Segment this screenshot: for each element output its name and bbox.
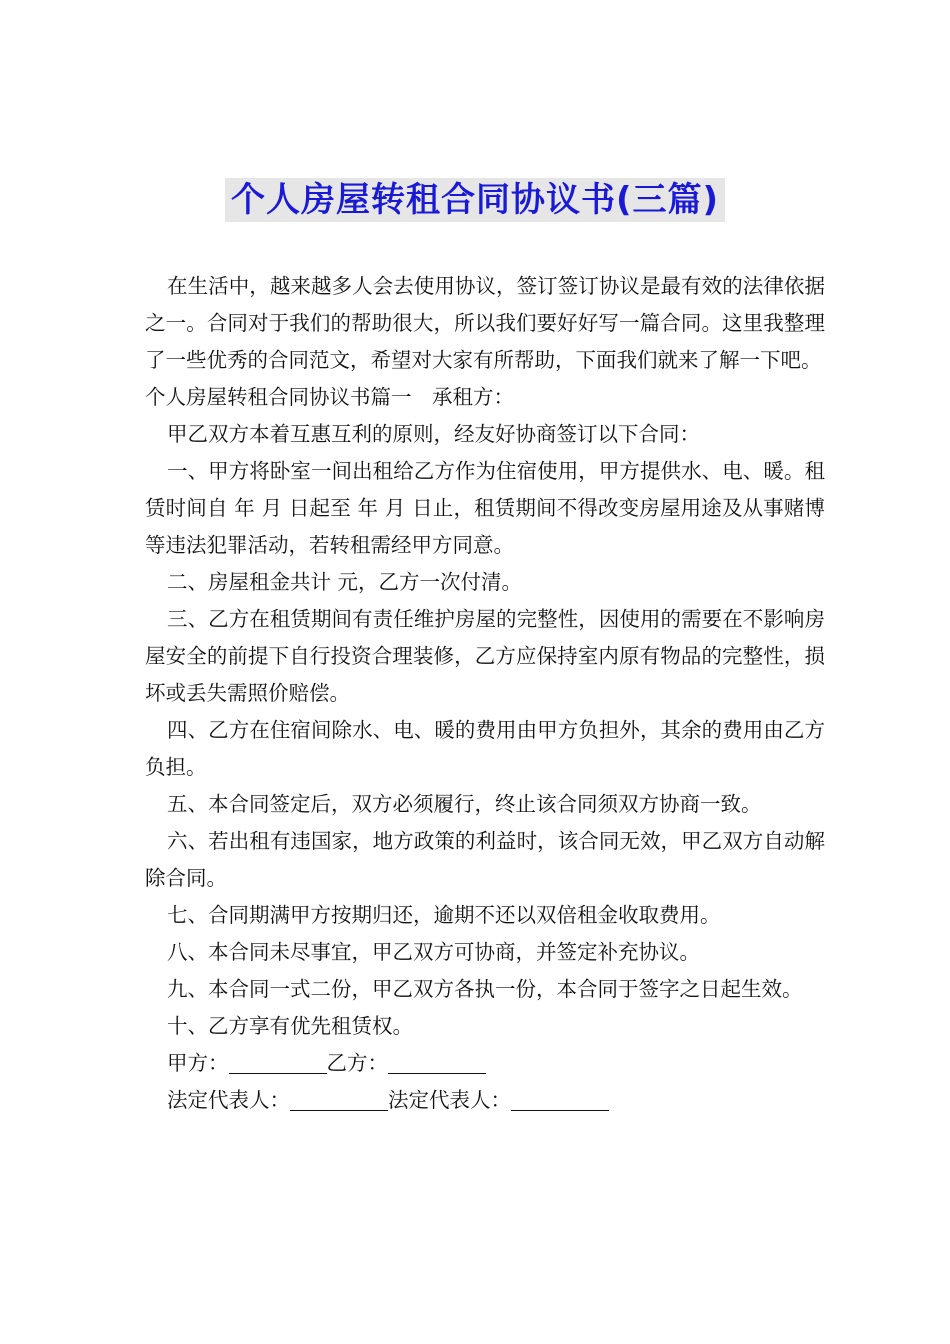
- document-body: [145, 268, 825, 1119]
- rep-b-blank: [511, 1088, 609, 1111]
- party-a-blank: [229, 1051, 327, 1074]
- signature-line-parties: [145, 1045, 825, 1082]
- signature-line-representatives: [145, 1082, 825, 1119]
- paragraph-preamble: 甲乙双方本着互惠互利的原则，经友好协商签订以下合同：: [167, 422, 700, 446]
- clause-9: 九、本合同一式二份，甲乙双方各执一份，本合同于签字之日起生效。: [167, 977, 803, 1001]
- party-b-label: 乙方：: [326, 1051, 388, 1075]
- clause-8: 八、本合同未尽事宜，甲乙双方可协商，并签定补充协议。: [167, 940, 700, 964]
- clause-4: 四、乙方在住宿间除水、电、暖的费用由甲方负担外，其余的费用由乙方负担。: [145, 718, 825, 779]
- clause-3: 三、乙方在租赁期间有责任维护房屋的完整性，因使用的需要在不影响房屋安全的前提下自行投资合理装修，乙方应保持室内原有物品的完整性，损坏或丢失需照价赔偿。: [145, 607, 825, 705]
- party-b-blank: [388, 1051, 486, 1074]
- paragraph-intro: 在生活中，越来越多人会去使用协议，签订签订协议是最有效的法律依据之一。合同对于我们的帮助很大，所以我们要好好写一篇合同。这里我整理了一些优秀的合同范文，希望对大家有所帮助，下面我们就来了解一下吧。: [145, 274, 825, 372]
- clause-6: 六、若出租有违国家，地方政策的利益时，该合同无效，甲乙双方自动解除合同。: [145, 829, 825, 890]
- document-title: 个人房屋转租合同协议书(三篇): [225, 178, 725, 222]
- rep-a-blank: [290, 1088, 388, 1111]
- clause-5: 五、本合同签定后，双方必须履行，终止该合同须双方协商一致。: [167, 792, 762, 816]
- paragraph-section-heading: 个人房屋转租合同协议书篇一 承租方：: [145, 385, 514, 409]
- title-container: [0, 178, 950, 222]
- rep-a-label: 法定代表人：: [167, 1088, 290, 1112]
- clause-1: 一、甲方将卧室一间出租给乙方作为住宿使用，甲方提供水、电、暖。租赁时间自 年 月 日起至 年 月 日止，租赁期间不得改变房屋用途及从事赌博等违法犯罪活动，若转租需经甲方同意。: [145, 459, 825, 557]
- clause-7: 七、合同期满甲方按期归还，逾期不还以双倍租金收取费用。: [167, 903, 721, 927]
- party-a-label: 甲方：: [167, 1051, 229, 1075]
- rep-b-label: 法定代表人：: [388, 1088, 511, 1112]
- clause-10: 十、乙方享有优先租赁权。: [167, 1014, 413, 1038]
- clause-2: 二、房屋租金共计 元，乙方一次付清。: [167, 570, 523, 594]
